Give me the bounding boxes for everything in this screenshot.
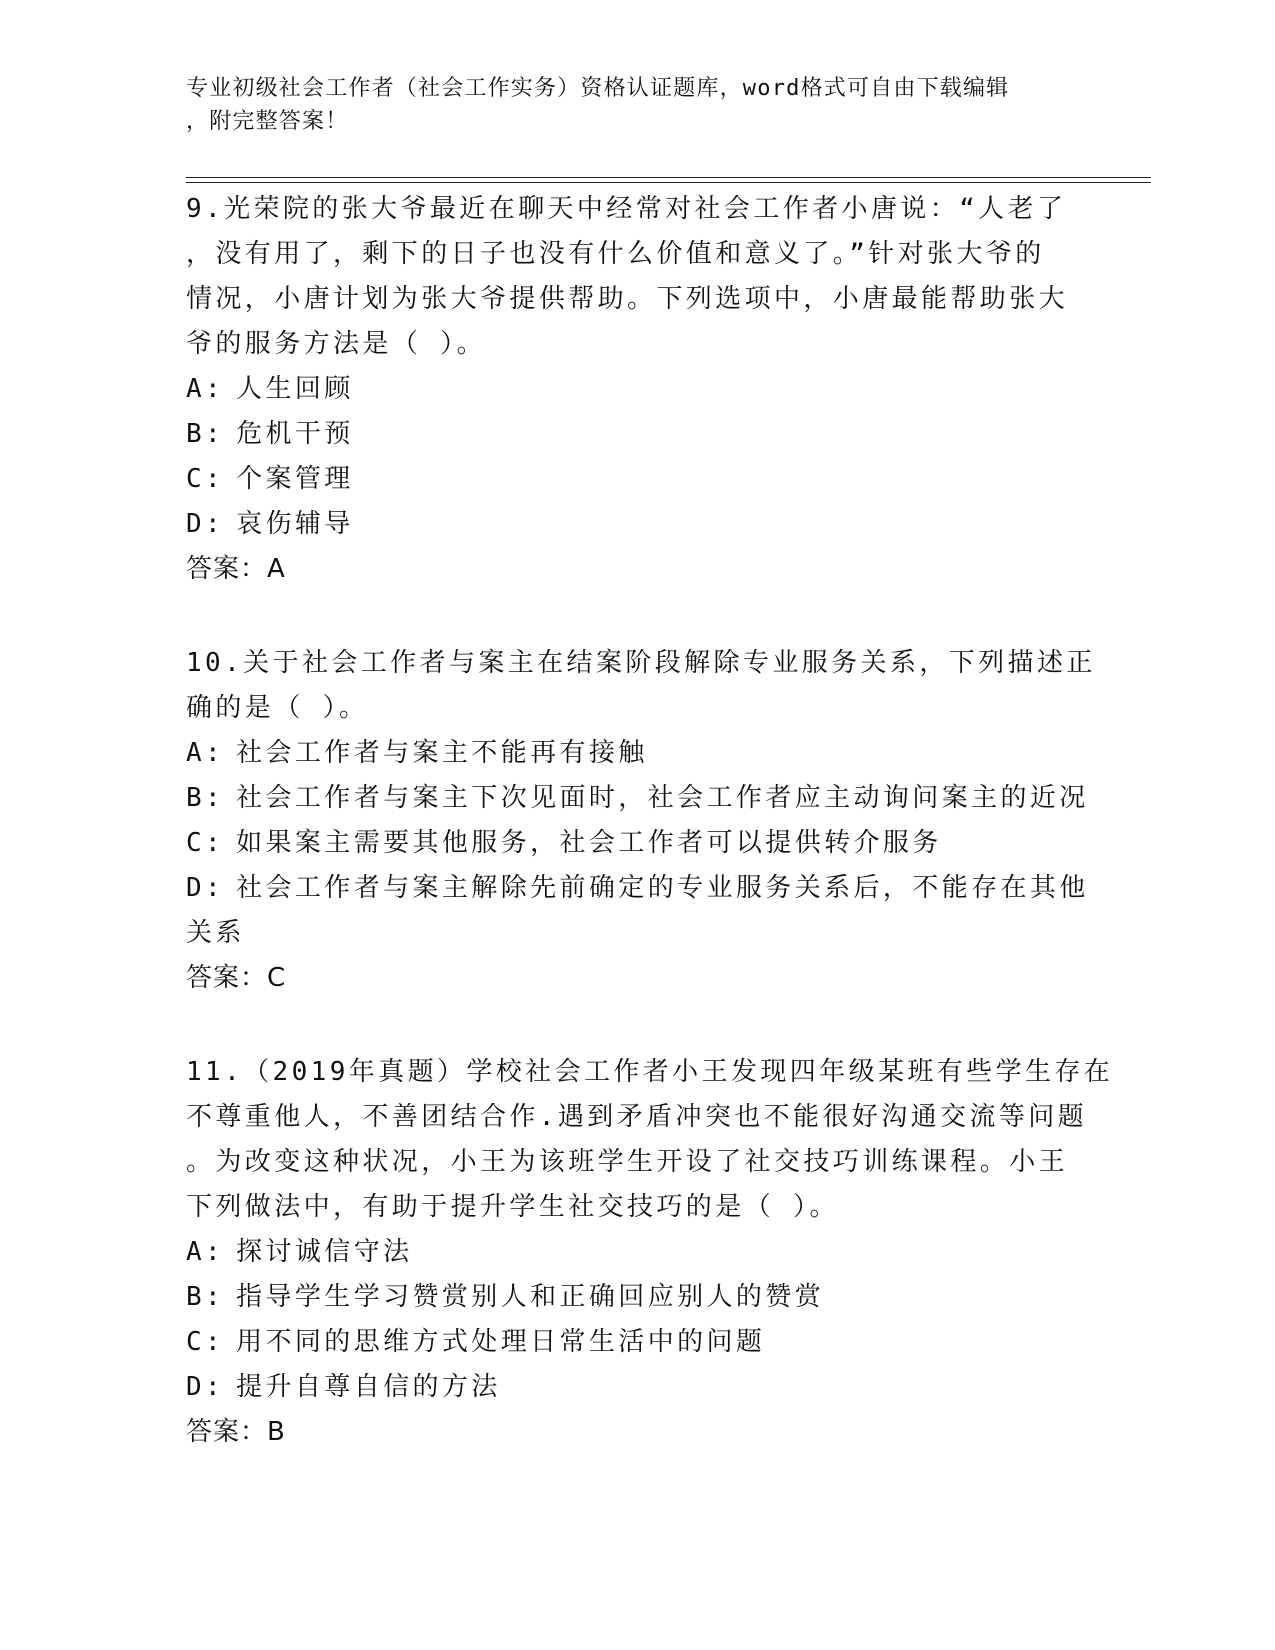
question-11 xyxy=(186,1050,1114,1455)
option-continuation: 关系 xyxy=(186,918,245,948)
answer-line: 答案：A xyxy=(186,554,286,584)
option-letter: B: xyxy=(186,419,225,449)
answer-line: 答案：C xyxy=(186,963,287,993)
question-stem-line: 10.关于社会工作者与案主在结案阶段解除专业服务关系，下列描述正 xyxy=(186,648,1096,678)
option-c xyxy=(186,821,1086,866)
option-letter: A: xyxy=(186,1237,225,1267)
option-letter: D: xyxy=(186,509,225,539)
option-b xyxy=(186,412,1086,457)
option-text: 探讨诚信守法 xyxy=(236,1237,413,1267)
option-text: 提升自尊自信的方法 xyxy=(236,1372,501,1402)
option-letter: C: xyxy=(186,828,225,858)
header-divider-bottom xyxy=(186,182,1151,183)
option-letter: A: xyxy=(186,738,225,768)
option-a xyxy=(186,1230,1086,1275)
option-d xyxy=(186,502,1086,547)
question-stem-line: 11.（2019年真题）学校社会工作者小王发现四年级某班有些学生存在 xyxy=(186,1057,1114,1087)
question-stem-line: 不尊重他人，不善团结合作.遇到矛盾冲突也不能很好沟通交流等问题 xyxy=(186,1102,1088,1132)
option-text: 社会工作者与案主下次见面时，社会工作者应主动询问案主的近况 xyxy=(236,783,1089,813)
option-c xyxy=(186,1320,1086,1365)
option-a xyxy=(186,367,1086,412)
option-letter: B: xyxy=(186,1282,225,1312)
question-stem-line: 爷的服务方法是（ ）。 xyxy=(186,329,487,359)
question-stem-line: 下列做法中，有助于提升学生社交技巧的是（ ）。 xyxy=(186,1192,839,1222)
option-b xyxy=(186,1275,1086,1320)
document-header xyxy=(186,72,1066,138)
option-text: 指导学生学习赞赏别人和正确回应别人的赞赏 xyxy=(236,1282,825,1312)
option-b xyxy=(186,776,1089,821)
header-line-2: ，附完整答案！ xyxy=(186,109,349,134)
option-d xyxy=(186,866,1089,911)
option-text: 用不同的思维方式处理日常生活中的问题 xyxy=(236,1327,766,1357)
question-10 xyxy=(186,641,1096,1001)
option-letter: C: xyxy=(186,1327,225,1357)
question-stem-line: 情况，小唐计划为张大爷提供帮助。下列选项中，小唐最能帮助张大 xyxy=(186,284,1069,314)
option-text: 如果案主需要其他服务，社会工作者可以提供转介服务 xyxy=(236,828,942,858)
header-line-1: 专业初级社会工作者（社会工作实务）资格认证题库，word格式可自由下载编辑 xyxy=(186,76,1010,101)
option-text: 危机干预 xyxy=(236,419,354,449)
option-letter: D: xyxy=(186,1372,225,1402)
option-a xyxy=(186,731,1086,776)
question-stem-line: 9.光荣院的张大爷最近在聊天中经常对社会工作者小唐说：“人老了 xyxy=(186,194,1067,224)
header-divider-top xyxy=(186,177,1151,178)
option-letter: A: xyxy=(186,374,225,404)
option-letter: D: xyxy=(186,873,225,903)
question-stem-line: 确的是（ ）。 xyxy=(186,693,369,723)
option-letter: C: xyxy=(186,464,225,494)
question-stem-line: 。为改变这种状况，小王为该班学生开设了社交技巧训练课程。小王 xyxy=(186,1147,1069,1177)
option-c xyxy=(186,457,1086,502)
option-text: 人生回顾 xyxy=(236,374,354,404)
answer-line: 答案：B xyxy=(186,1417,286,1447)
option-text: 社会工作者与案主不能再有接触 xyxy=(236,738,648,768)
option-d xyxy=(186,1365,1086,1410)
option-letter: B: xyxy=(186,783,225,813)
option-text: 个案管理 xyxy=(236,464,354,494)
option-text: 哀伤辅导 xyxy=(236,509,354,539)
question-stem-line: ，没有用了，剩下的日子也没有什么价值和意义了。”针对张大爷的 xyxy=(186,239,1045,269)
question-9 xyxy=(186,187,1086,592)
option-text: 社会工作者与案主解除先前确定的专业服务关系后，不能存在其他 xyxy=(236,873,1089,903)
